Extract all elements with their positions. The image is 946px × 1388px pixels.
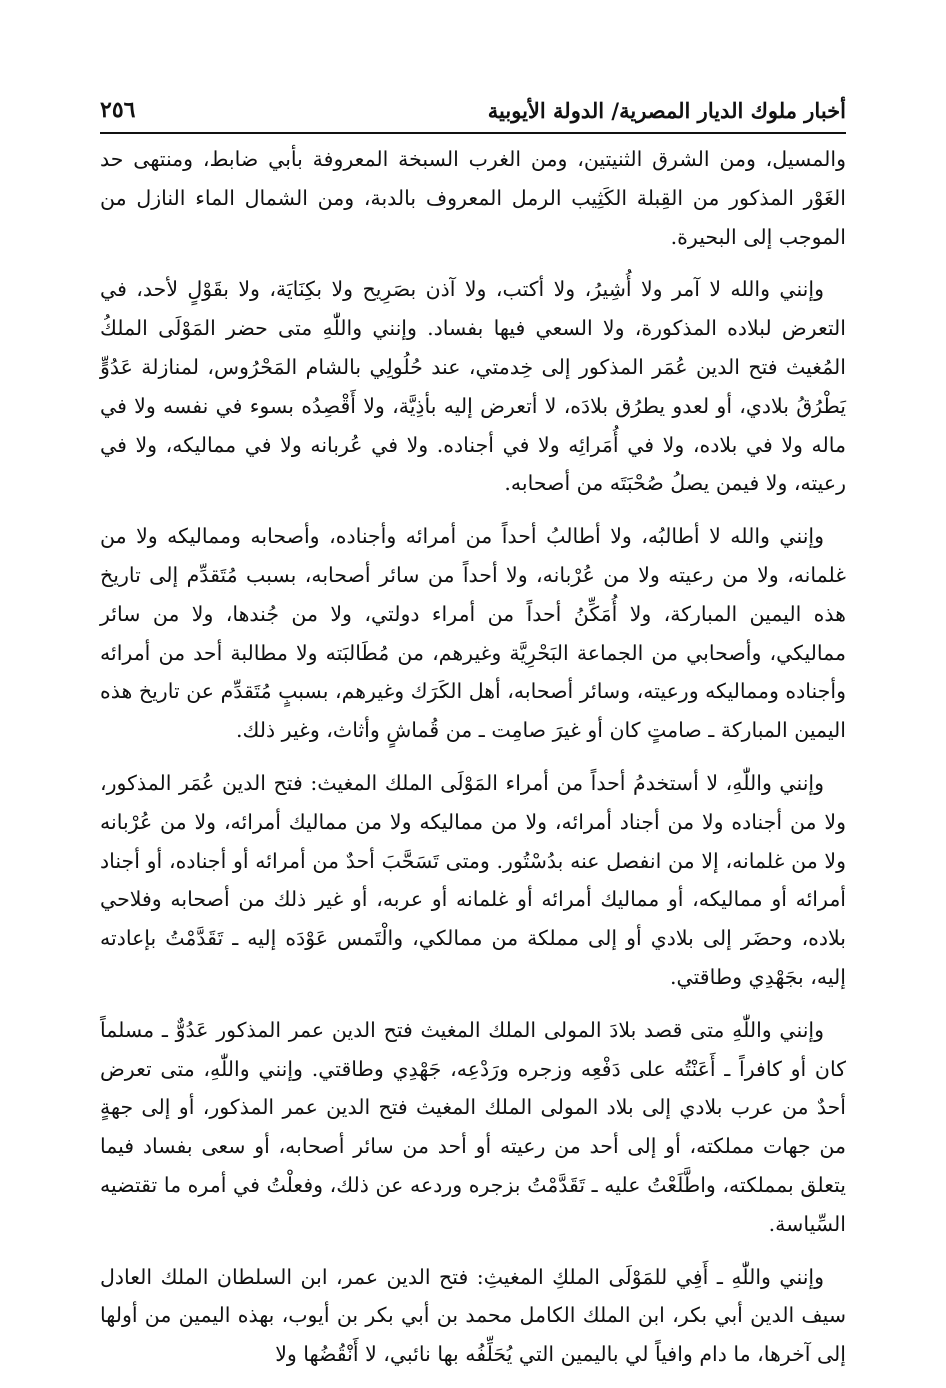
page-number: ٢٥٦ <box>100 97 136 123</box>
paragraph: وإنني واللّٰهِ متى قصد بلادَ المولى الملك المغيث فتح الدين عمر المذكور عَدُوٌّ ـ مسلماً كان أو كافراً ـ أَعَنْتُه على دَفْعِه وزجره ورَدْعِه، جَهْدِي وطاقتي. وإنني واللّٰهِ، متى تعرض أحدٌ من عرب بلادي إلى بلاد المولى الملك المغيث فتح الدين عمر المذكور، أو إلى جهةٍ من جهات مملكته، أو إلى أحد من رعيته أو أحد من سائر أصحابه، أو سعى بفساد فيما يتعلق بمملكته، واطَّلَعْتُ عليه ـ تَقَدَّمْتُ بزجره وردعه عن ذلك، وفعلْتُ في أمره ما تقتضيه السِّياسة. <box>100 1017 846 1236</box>
page-header <box>100 88 846 134</box>
paragraph: وإنني واللّٰهِ، لا أستخدمُ أحداً من أمراء المَوْلَى الملك المغيث: فتح الدين عُمَر المذكور، ولا من أجناده ولا من أجناد أمرائه، ولا من مماليكه ولا من مماليك أمرائه، ولا من عُرْبانه ولا من غلمانه، إلا من انفصل عنه بدُسْتُور. ومتى تَسَحَّبَ أحدٌ من أمرائه أو أجناده، أو أجناد أمرائه أو مماليكه، أو مماليك أمرائه أو غلمانه أو عربه، أو غير ذلك من أصحابه وفلاحي بلاده، وحضَر إلى بلادي أو إلى مملكة من ممالكي، والْتَمس عَوْدَه إليه ـ تَقَدَّمْتُ بإعادته إليه، بجَهْدِي وطاقتي. <box>100 770 846 989</box>
paragraph: وإنني واللّٰهِ ـ أَفِي للمَوْلَى الملكِ المغيثِ: فتح الدين عمر، ابن السلطان الملك العادل سيف الدين أبي بكر، ابن الملك الكامل محمد بن أبي بكر بن أيوب، بهذه اليمين من أولها إلى آخرها، ما دام وافياً لي باليمين التي يُحَلِّفُه بها نائبي، لا أَنْقُضُها ولا <box>100 1264 846 1367</box>
paragraph: والمسيل، ومن الشرق الثنيتين، ومن الغرب السبخة المعروفة بأبي ضابط، ومنتهى حد الغَوْر المذكور من القِبلة الكَثِيب الرمل المعروف بالدبة، ومن الشمال الماء النازل من الموجب إلى البحيرة. <box>100 147 846 249</box>
paragraph: وإنني والله لا أطالبُه، ولا أطالبُ أحداً من أمرائه وأجناده، وأصحابه ومماليكه ولا من غلمانه، ولا من رعيته ولا من عُرْبانه، ولا أحداً من سائر أصحابه، بسبب مُتَقدِّم إلى تاريخ هذه اليمين المباركة، ولا أُمَكِّنُ أحداً من أمراء دولتي، ولا من جُندها، ولا من سائر مماليكي، وأصحابي من الجماعة البَحْرِيَّة وغيرهم، من مُطَالبَته ولا مطالبة أحد من أمرائه وأجناده ومماليكه ورعيته، وسائر أصحابه، أهل الكَرَك وغيرهم، بسببٍ مُتَقدِّم عن تاريخ هذه اليمين المباركة ـ صامتٍ كان أو غيرَ صامِت ـ من قُماشٍ وأثاث، وغير ذلك. <box>100 524 846 743</box>
paragraph: وإنني والله لا آمر ولا أُشِيرُ، ولا أكتب، ولا آذن بصَرِيح ولا بكِنَايَة، ولا بقَوْلٍ لأحد، في التعرض لبلاده المذكورة، ولا السعي فيها بفساد. وإنني واللّٰهِ متى حضر المَوْلَى الملكُ المُغيث فتح الدين عُمَر المذكور إلى خِدمتي، عند حُلُولِي بالشام المَحْرُوس، لمنازلة عَدُوٍّ يَطْرُقُ بلادي، أو لعدو يطرُق بلادَه، لا أتعرض إليه بأذِيَّة، ولا أَقْصِدُه بسوء في نفسه ولا في ماله ولا في بلاده، ولا في أُمَرائِه ولا في أجناده. ولا في عُربانه ولا في مماليكه، ولا في رعيته، ولا فيمن يصلُ صُحْبَتَه من أصحابه. <box>100 277 846 496</box>
page-body <box>100 140 846 1388</box>
running-title: أخبار ملوك الديار المصرية/ الدولة الأيوبية <box>487 97 846 123</box>
